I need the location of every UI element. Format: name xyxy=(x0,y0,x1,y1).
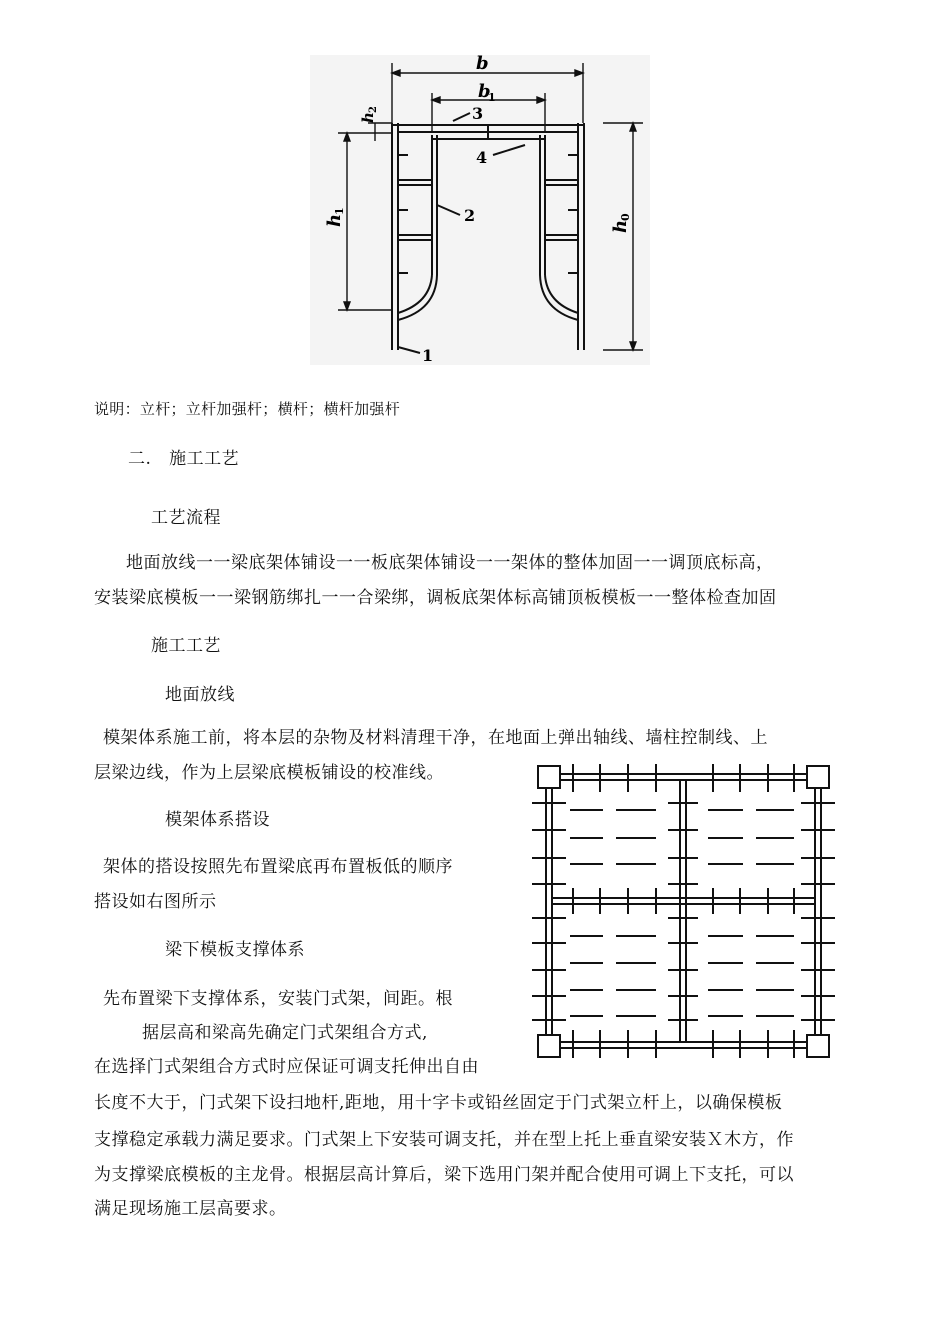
figure-caption: 说明：立杆；立杆加强杆；横杆；横杆加强杆 xyxy=(94,400,401,418)
label-h2-sub: 2 xyxy=(368,106,379,113)
step2-line-2: 搭设如右图所示 xyxy=(94,892,217,912)
flow-line-1: 地面放线一一梁底架体铺设一一板底架体铺设一一架体的整体加固一一调顶底标高， xyxy=(126,553,774,573)
step3-line-1: 先布置梁下支撑体系，安装门式架，间距。根 xyxy=(103,989,453,1009)
step2-line-1: 架体的搭设按照先布置梁底再布置板低的顺序 xyxy=(103,857,453,877)
step2-title: 模架体系搭设 xyxy=(165,810,270,830)
step3-line-6: 为支撑梁底模板的主龙骨。根据层高计算后，梁下选用门架并配合使用可调上下支托，可以 xyxy=(94,1165,794,1185)
label-part-2: 2 xyxy=(464,206,476,225)
step3-line-7: 满足现场施工层高要求。 xyxy=(94,1199,287,1219)
label-h0-sub: 0 xyxy=(619,213,632,221)
step3-line-5: 支撑稳定承载力满足要求。门式架上下安装可调支托，并在型上托上垂直梁安装Ｘ木方，作 xyxy=(94,1130,794,1150)
step3-title: 梁下模板支撑体系 xyxy=(165,940,305,960)
door-frame-diagram xyxy=(310,55,650,365)
flow-line-2: 安装梁底模板一一梁钢筋绑扎一一合梁绑，调板底架体标高铺顶板模板一一整体检查加固 xyxy=(94,588,777,608)
label-part-4: 4 xyxy=(476,148,488,167)
flow-title: 工艺流程 xyxy=(151,508,221,528)
label-b1-sub: 1 xyxy=(488,91,496,104)
section-heading: 二. 施工工艺 xyxy=(128,449,240,469)
label-part-1: 1 xyxy=(422,346,434,365)
label-h1-sub: 1 xyxy=(333,207,346,215)
step3-line-3: 在选择门式架组合方式时应保证可调支托伸出自由 xyxy=(94,1057,479,1077)
step1-line-2: 层梁边线，作为上层梁底模板铺设的校准线。 xyxy=(94,763,444,783)
frame-layout-plan xyxy=(528,758,863,1063)
step3-line-4: 长度不大于，门式架下设扫地杆,距地，用十字卡或铅丝固定于门式架立杆上，以确保模板 xyxy=(94,1093,783,1113)
label-h2: h xyxy=(359,112,377,123)
label-b: b xyxy=(476,55,489,74)
label-part-3: 3 xyxy=(472,104,484,123)
step3-line-2: 据层高和梁高先确定门式架组合方式, xyxy=(142,1023,428,1043)
step1-title: 地面放线 xyxy=(165,685,235,705)
step1-line-1: 模架体系施工前，将本层的杂物及材料清理干净，在地面上弹出轴线、墙柱控制线、上 xyxy=(103,728,768,748)
label-b1: b xyxy=(478,81,491,102)
label-h1: h xyxy=(324,213,345,227)
craft-title: 施工工艺 xyxy=(151,636,221,656)
label-h0: h xyxy=(610,219,631,233)
